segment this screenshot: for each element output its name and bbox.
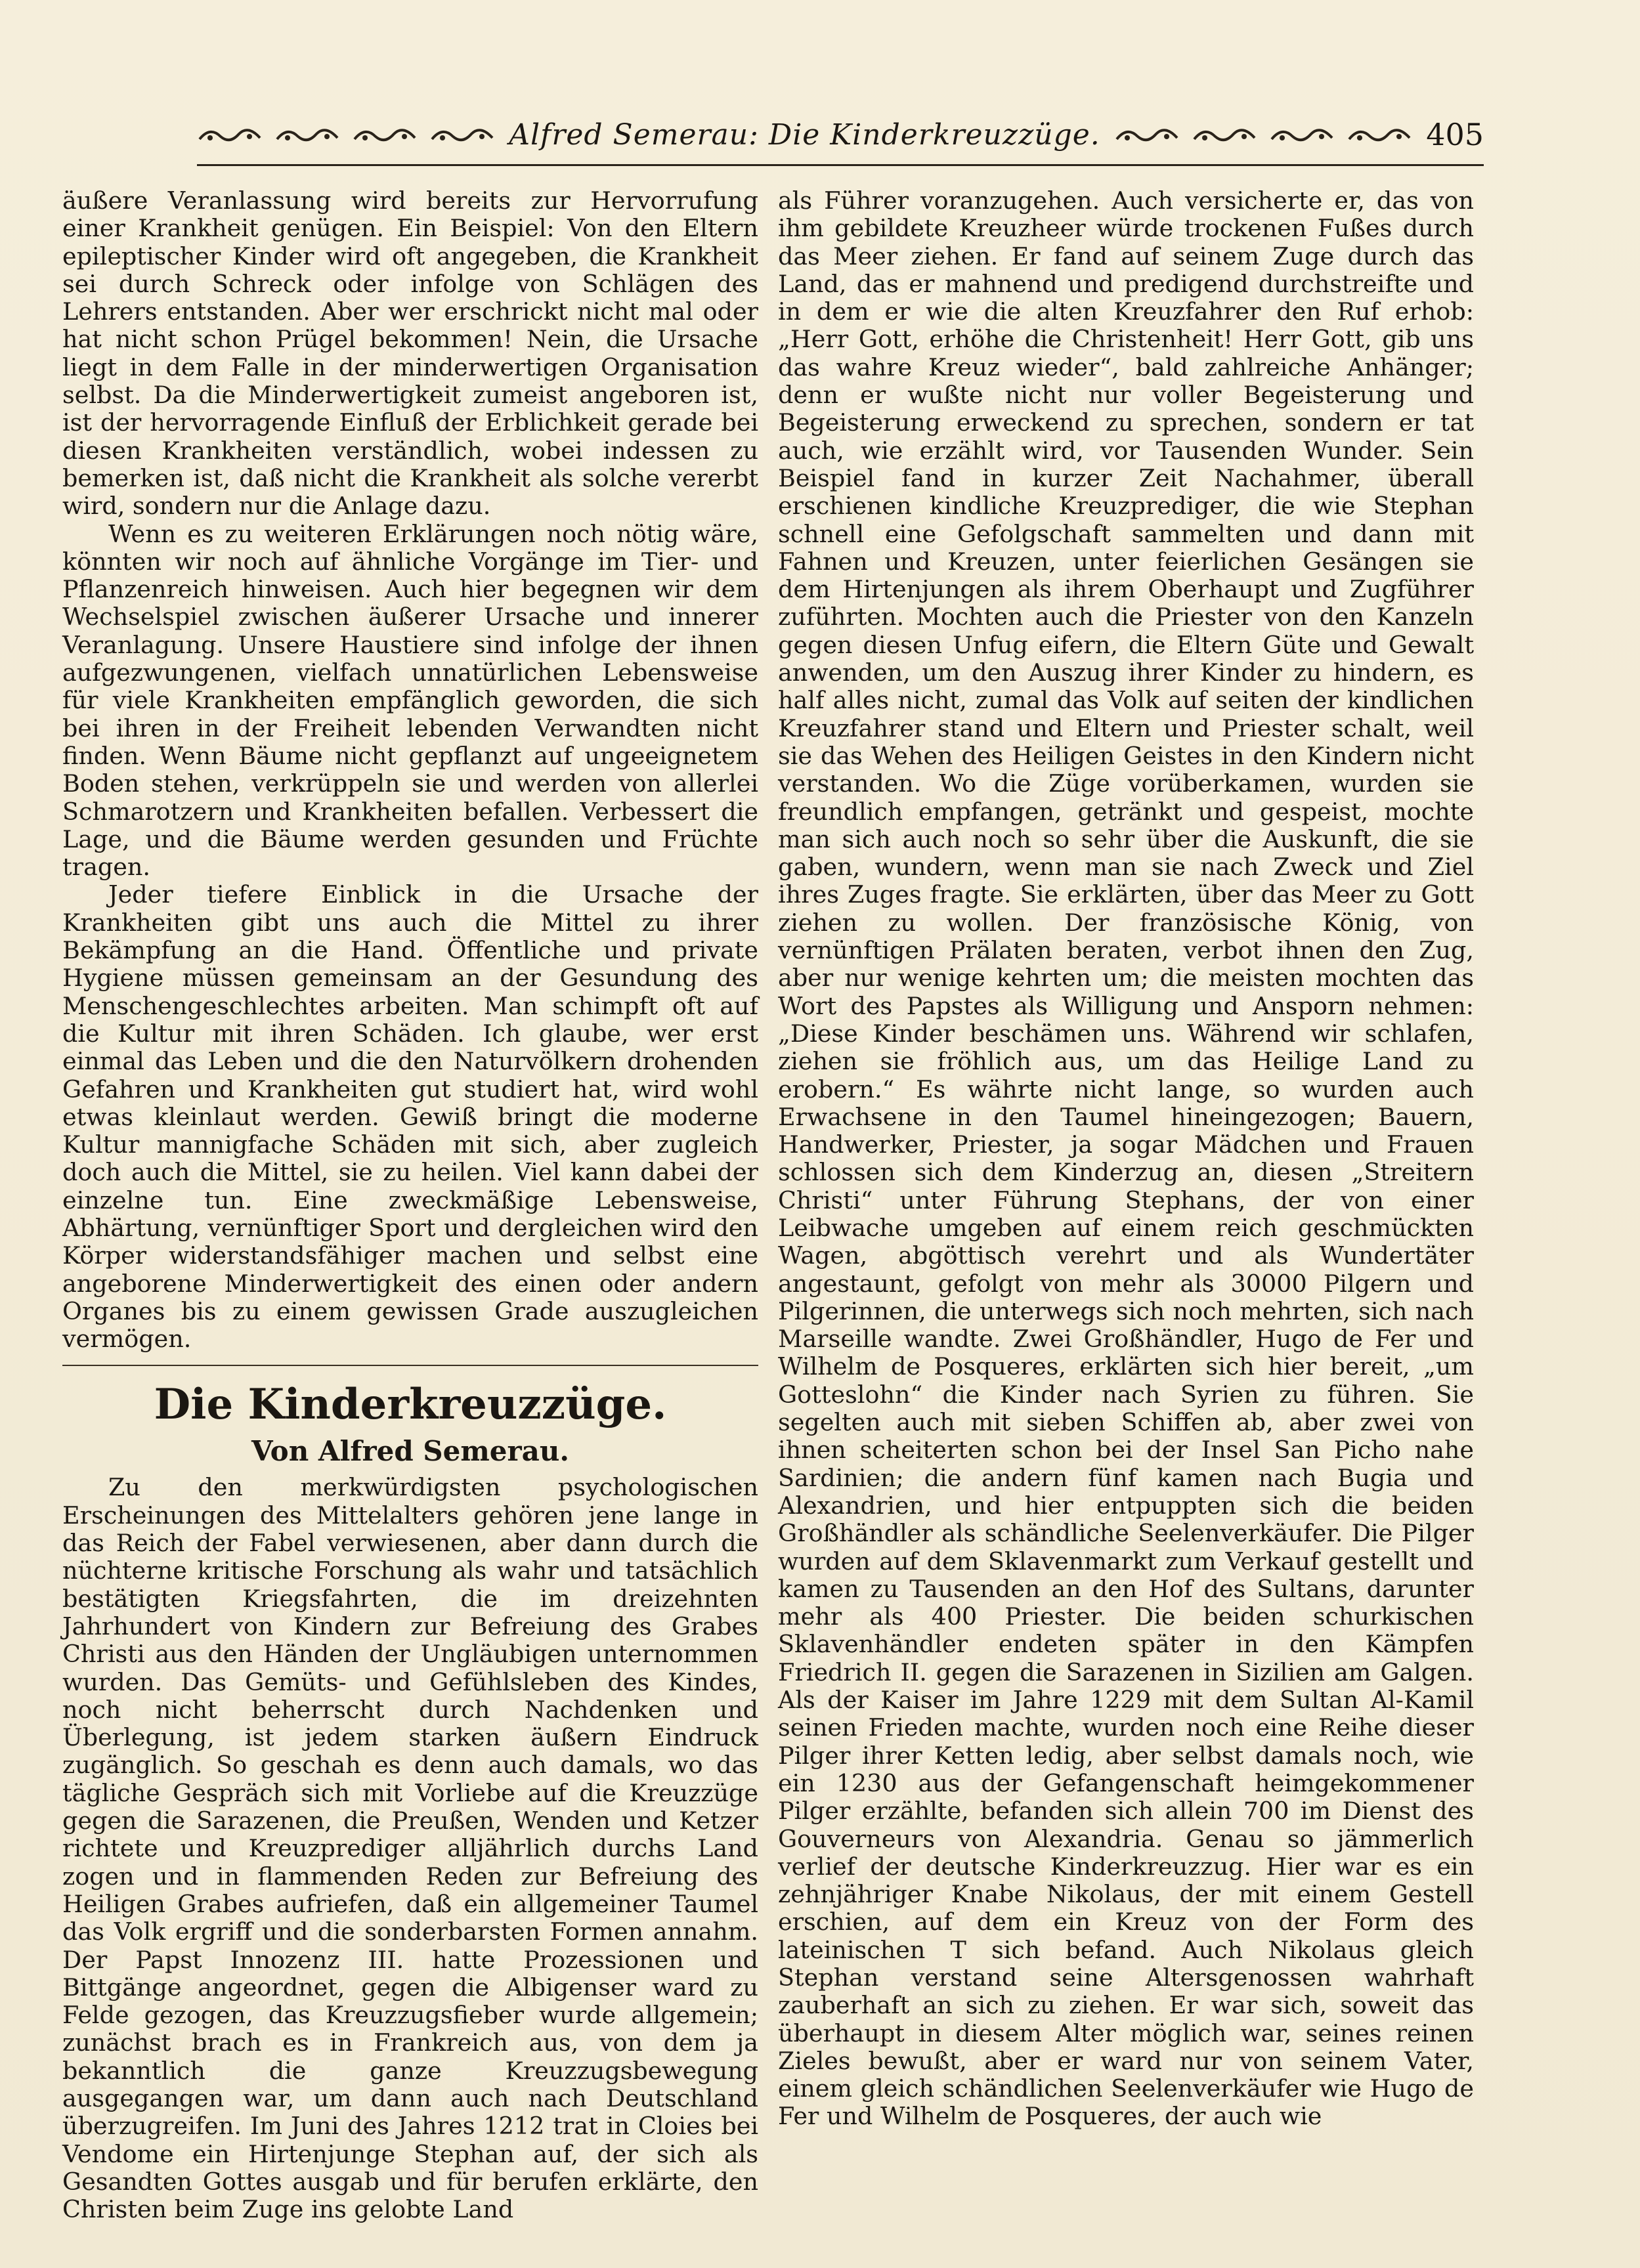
vine-ornament-icon	[274, 122, 340, 147]
vine-ornament-icon	[1269, 122, 1335, 147]
header-ornaments-left	[197, 122, 495, 147]
paragraph: äußere Veranlassung wird bereits zur Hervorrufung einer Krankheit genügen. Ein Beispiel: Von den Eltern epileptischer Kinder wird oft angegeben, die Krankheit sei durch Schreck oder infolge von Schlägen des Lehrers entstanden. Aber wer erschrickt nicht mal oder hat nicht schon Prügel bekommen! Nein, die Ursache liegt in dem Falle in der minderwertigen Organisation selbst. Da die Minderwertigkeit zumeist angeboren ist, ist der hervorragende Einfluß der Erblichkeit gerade bei diesen Krankheiten verständlich, wobei indessen zu bemerken ist, daß nicht die Krankheit als solche vererbt wird, sondern nur die Anlage dazu.	[62, 186, 758, 521]
article-title: Die Kinderkreuzzüge.	[154, 1380, 667, 1430]
vine-ornament-icon	[197, 122, 263, 147]
section-divider	[62, 1365, 758, 1366]
article-byline: Von Alfred Semerau.	[251, 1435, 570, 1468]
vine-ornament-icon	[1347, 122, 1412, 147]
vine-ornament-icon	[1192, 122, 1257, 147]
paragraph: Wenn es zu weiteren Erklärungen noch nötig wäre, könnten wir noch auf ähnliche Vorgänge im Tier- und Pflanzenreich hinweisen. Auch hier begegnen wir dem Wechselspiel zwischen äußerer Ursache und innerer Veranlagung. Unsere Haustiere sind infolge der ihnen aufgezwungenen, vielfach unnatürlichen Lebensweise für viele Krankheiten empfänglich geworden, die sich bei ihren in der Freiheit lebenden Verwandten nicht finden. Wenn Bäume nicht gepflanzt auf ungeeignetem Boden stehen, verkrüppeln sie und werden von allerlei Schmarotzern und Krankheiten befallen. Verbessert die Lage, und die Bäume werden gesunden und Früchte tragen.	[62, 519, 758, 882]
paragraph: Jeder tiefere Einblick in die Ursache der Krankheiten gibt uns auch die Mittel zu ihrer Bekämpfung an die Hand. Öffentliche und private Hygiene müssen gemeinsam an der Gesundung des Menschengeschlechtes arbeiten. Man schimpft oft auf die Kultur mit ihren Schäden. Ich glaube, wer erst einmal das Leben und die den Naturvölkern drohenden Gefahren und Krankheiten gut studiert hat, wird wohl etwas kleinlaut werden. Gewiß bringt die moderne Kultur mannigfache Schäden mit sich, aber zugleich doch auch die Mittel, sie zu heilen. Viel kann dabei der einzelne tun. Eine zweckmäßige Lebensweise, Abhärtung, vernünftiger Sport und dergleichen wird den Körper widerstandsfähiger machen und selbst eine angeborene Minderwertigkeit des einen oder andern Organes bis zu einem gewissen Grade auszugleichen vermögen.	[62, 880, 758, 1354]
vine-ornament-icon	[429, 122, 495, 147]
running-header	[197, 105, 1484, 166]
vine-ornament-icon	[1114, 122, 1180, 147]
vine-ornament-icon	[352, 122, 418, 147]
right-column	[778, 187, 1474, 2131]
paragraph: Zu den merkwürdigsten psychologischen Erscheinungen des Mittelalters gehören jene lange in das Reich der Fabel verwiesenen, aber dann durch die nüchterne kritische Forschung als wahr und tatsächlich bestätigten Kriegsfahrten, die im dreizehnten Jahrhundert von Kindern zur Befreiung des Grabes Christi aus den Händen der Ungläubigen unternommen wurden. Das Gemüts- und Gefühlsleben des Kindes, noch nicht beherrscht durch Nachdenken und Überlegung, ist jedem starken äußern Eindruck zugänglich. So geschah es denn auch damals, wo das tägliche Gespräch sich mit Vorliebe auf die Kreuzzüge gegen die Sarazenen, die Preußen, Wenden und Ketzer richtete und Kreuzprediger alljährlich durchs Land zogen und in flammenden Reden zur Befreiung des Heiligen Grabes aufriefen, daß ein allgemeiner Taumel das Volk ergriff und die sonderbarsten Formen annahm. Der Papst Innozenz III. hatte Prozessionen und Bittgänge angeordnet, gegen die Albigenser ward zu Felde gezogen, das Kreuzzugsfieber wurde allgemein; zunächst brach es in Frankreich aus, von dem ja bekanntlich die ganze Kreuzzugsbewegung ausgegangen war, um dann auch nach Deutschland überzugreifen. Im Juni des Jahres 1212 trat in Cloies bei Vendome ein Hirtenjunge Stephan auf, der sich als Gesandten Gottes ausgab und für berufen erklärte, den Christen beim Zuge ins gelobte Land	[62, 1473, 758, 2224]
left-column	[62, 187, 758, 2223]
paragraph: als Führer voranzugehen. Auch versicherte er, das von ihm gebildete Kreuzheer würde trockenen Fußes durch das Meer ziehen. Er fand auf seinem Zuge durch das Land, das er mahnend und predigend durchstreifte und in dem er wie die alten Kreuzfahrer den Ruf erhob: „Herr Gott, erhöhe die Christenheit! Herr Gott, gib uns das wahre Kreuz wieder“, bald zahlreiche Anhänger; denn er wußte nicht nur voller Begeisterung und Begeisterung erweckend zu sprechen, sondern er tat auch, wie erzählt wird, vor Tausenden Wunder. Sein Beispiel fand in kurzer Zeit Nachahmer, überall erschienen kindliche Kreuzprediger, die wie Stephan schnell eine Gefolgschaft sammelten und dann mit Fahnen und Kreuzen, unter feierlichen Gesängen sie dem Hirtenjungen als ihrem Oberhaupt und Zugführer zuführten. Mochten auch die Priester von den Kanzeln gegen diesen Unfug eifern, die Eltern Güte und Gewalt anwenden, um den Auszug ihrer Kinder zu hindern, es half alles nicht, zumal das Volk auf seiten der kindlichen Kreuzfahrer stand und Eltern und Priester schalt, weil sie das Wehen des Heiligen Geistes in den Kindern nicht verstanden. Wo die Züge vorüberkamen, wurden sie freundlich empfangen, getränkt und gespeist, mochte man sich auch noch so sehr über die Auskunft, die sie gaben, wundern, wenn man sie nach Zweck und Ziel ihres Zuges fragte. Sie erklärten, über das Meer zu Gott ziehen zu wollen. Der französische König, von vernünftigen Prälaten beraten, verbot ihnen den Zug, aber nur wenige kehrten um; die meisten mochten das Wort des Papstes als Willigung und Ansporn nehmen: „Diese Kinder beschämen uns. Während wir schlafen, ziehen sie fröhlich aus, um das Heilige Land zu erobern.“ Es währte nicht lange, so wurden auch Erwachsene in den Taumel hineingezogen; Bauern, Handwerker, Priester, ja sogar Mädchen und Frauen schlossen sich dem Kinderzug an, diesen „Streitern Christi“ unter Führung Stephans, der von einer Leibwache umgeben auf einem reich geschmückten Wagen, abgöttisch verehrt und als Wundertäter angestaunt, gefolgt von mehr als 30000 Pilgern und Pilgerinnen, die unterwegs sich noch mehrten, sich nach Marseille wandte. Zwei Großhändler, Hugo de Fer und Wilhelm de Posqueres, erklärten sich hier bereit, „um Gotteslohn“ die Kinder nach Syrien zu führen. Sie segelten auch mit sieben Schiffen ab, aber zwei von ihnen scheiterten schon bei der Insel San Picho nahe Sardinien; die andern fünf kamen nach Bugia und Alexandrien, und hier entpuppten sich die beiden Großhändler als schändliche Seelenverkäufer. Die Pilger wurden auf dem Sklavenmarkt zum Verkauf gestellt und kamen zu Tausenden an den Hof des Sultans, darunter mehr als 400 Priester. Die beiden schurkischen Sklavenhändler endeten später in den Kämpfen Friedrich II. gegen die Sarazenen in Sizilien am Galgen. Als der Kaiser im Jahre 1229 mit dem Sultan Al-Kamil seinen Frieden machte, wurden noch eine Reihe dieser Pilger ihrer Ketten ledig, aber selbst damals noch, wie ein 1230 aus der Gefangenschaft heimgekommener Pilger erzählte, befanden sich allein 700 im Dienst des Gouverneurs von Alexandria. Genau so jämmerlich verlief der deutsche Kinderkreuzzug. Hier war es ein zehnjähriger Knabe Nikolaus, der mit einem Gestell erschien, auf dem ein Kreuz von der Form des lateinischen T sich befand. Auch Nikolaus gleich Stephan verstand seine Altersgenossen wahrhaft zauberhaft an sich zu ziehen. Er war sich, soweit das überhaupt in diesem Alter möglich war, seines reinen Zieles bewußt, aber er ward nur von seinem Vater, einem gleich schändlichen Seelenverkäufer wie Hugo de Fer und Wilhelm de Posqueres, der auch wie	[778, 186, 1474, 2131]
page-number: 405	[1426, 117, 1484, 152]
running-title: Alfred Semerau: Die Kinderkreuzzüge.	[509, 118, 1100, 152]
header-ornaments-right	[1114, 122, 1412, 147]
